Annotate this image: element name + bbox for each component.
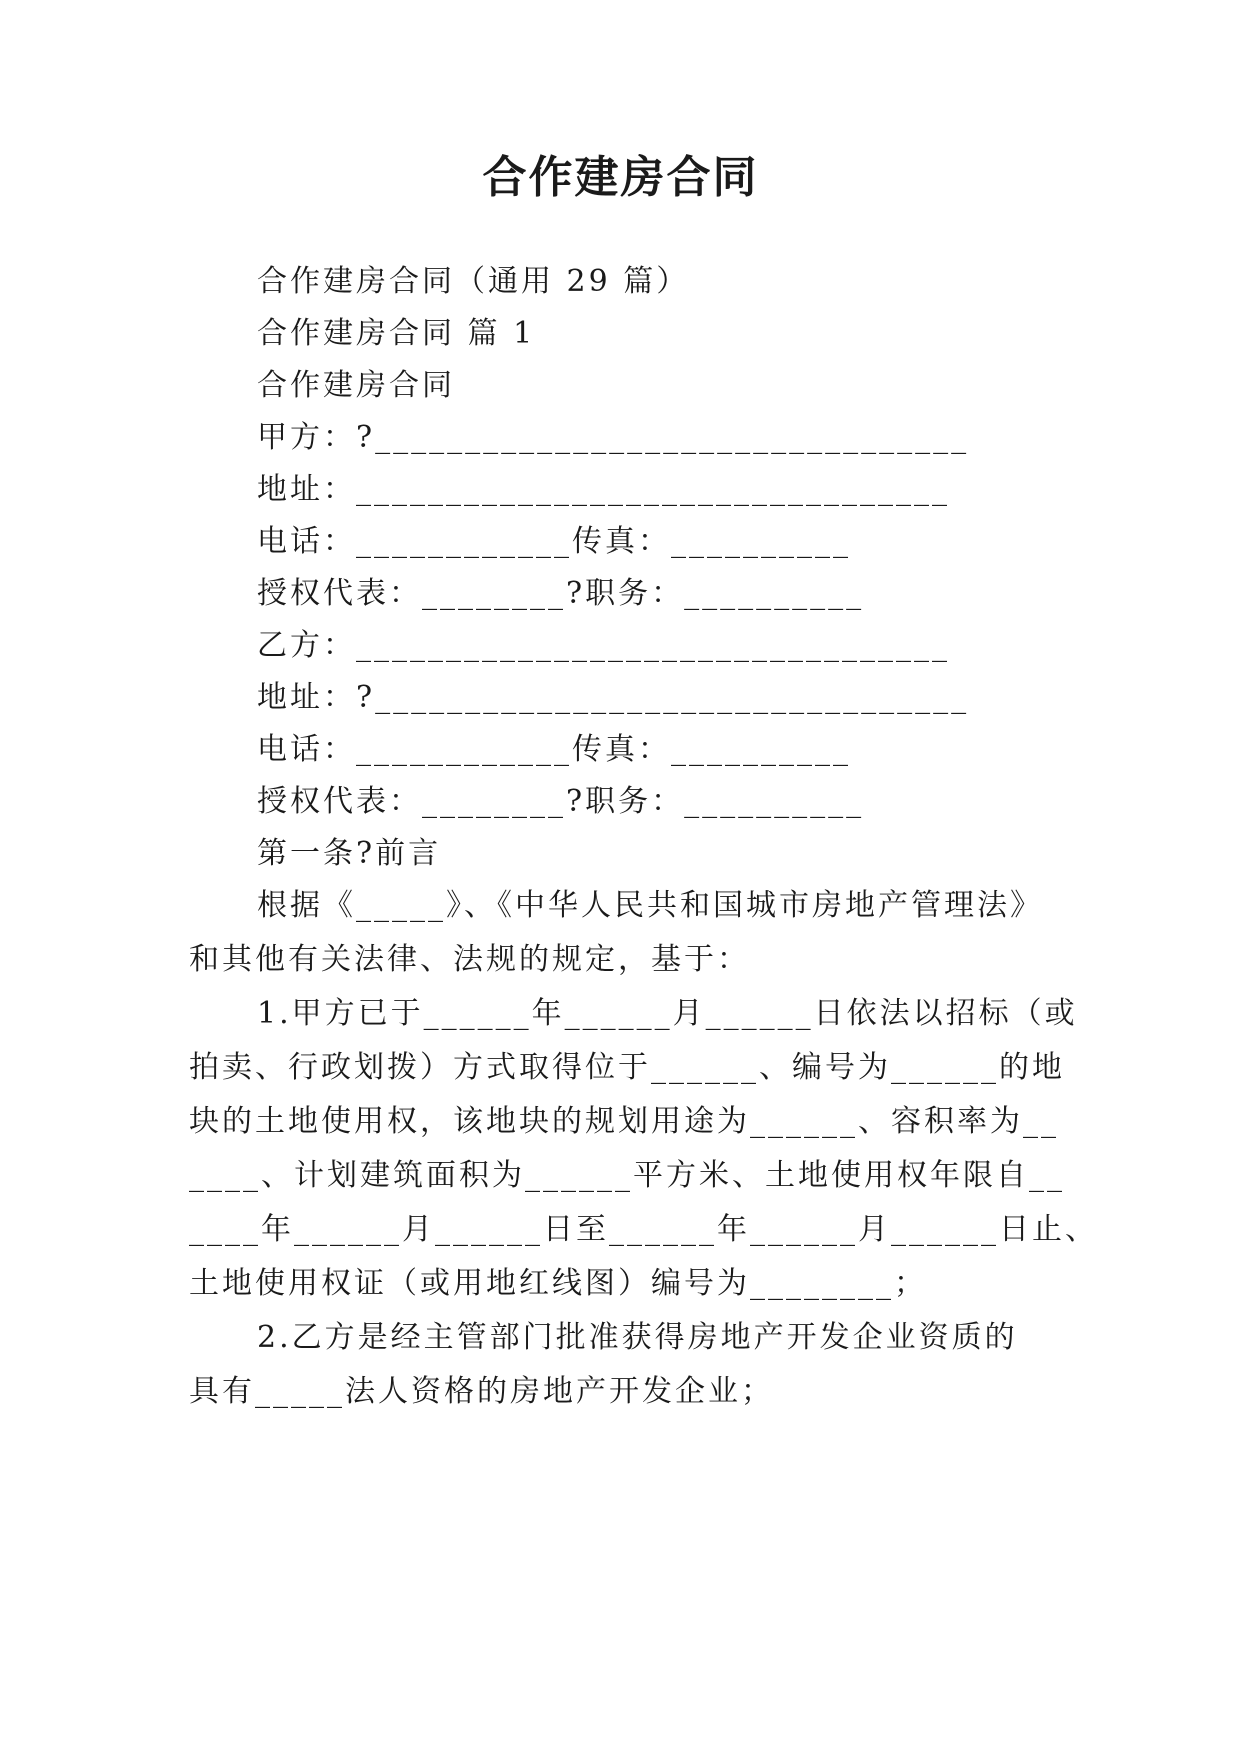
clause-1-line-5: ____年______月______日至______年______月______日止、 bbox=[189, 1212, 1098, 1247]
article-1-heading: 第一条?前言 bbox=[257, 836, 442, 871]
clause-2-line-1: 2.乙方是经主管部门批准获得房地产开发企业资质的 bbox=[257, 1320, 1018, 1355]
party-a-name-field: 甲方：?_________________________________ bbox=[257, 420, 970, 455]
clause-1-line-4: ____、计划建筑面积为______平方米、土地使用权年限自__ bbox=[189, 1158, 1065, 1193]
contract-heading: 合作建房合同 bbox=[257, 368, 455, 403]
party-b-phone-fax-field: 电话：____________传真：__________ bbox=[257, 732, 851, 767]
party-b-representative-field: 授权代表：________?职务：__________ bbox=[257, 784, 865, 819]
party-a-phone-fax-field: 电话：____________传真：__________ bbox=[257, 524, 851, 559]
clause-2-line-2: 具有_____法人资格的房地产开发企业； bbox=[189, 1374, 774, 1409]
clause-1-line-6: 土地使用权证（或用地红线图）编号为________； bbox=[189, 1266, 927, 1301]
preamble-line-2: 和其他有关法律、法规的规定，基于： bbox=[189, 942, 750, 977]
party-a-representative-field: 授权代表：________?职务：__________ bbox=[257, 576, 865, 611]
clause-1-line-1: 1.甲方已于______年______月______日依法以招标（或 bbox=[257, 996, 1078, 1031]
subtitle-part-1: 合作建房合同 篇 1 bbox=[257, 316, 536, 351]
clause-1-line-2: 拍卖、行政划拨）方式取得位于______、编号为______的地 bbox=[189, 1050, 1065, 1085]
party-a-address-field: 地址：_________________________________ bbox=[257, 472, 950, 507]
party-b-address-field: 地址：?_________________________________ bbox=[257, 680, 970, 715]
preamble-line-1: 根据《_____》、《中华人民共和国城市房地产管理法》 bbox=[257, 888, 1043, 923]
party-b-name-field: 乙方：_________________________________ bbox=[257, 628, 950, 663]
document-title: 合作建房合同 bbox=[482, 152, 759, 203]
clause-1-line-3: 块的土地使用权，该地块的规划用途为______、容积率为__ bbox=[189, 1104, 1059, 1139]
subtitle-collection: 合作建房合同（通用 29 篇） bbox=[257, 264, 690, 299]
